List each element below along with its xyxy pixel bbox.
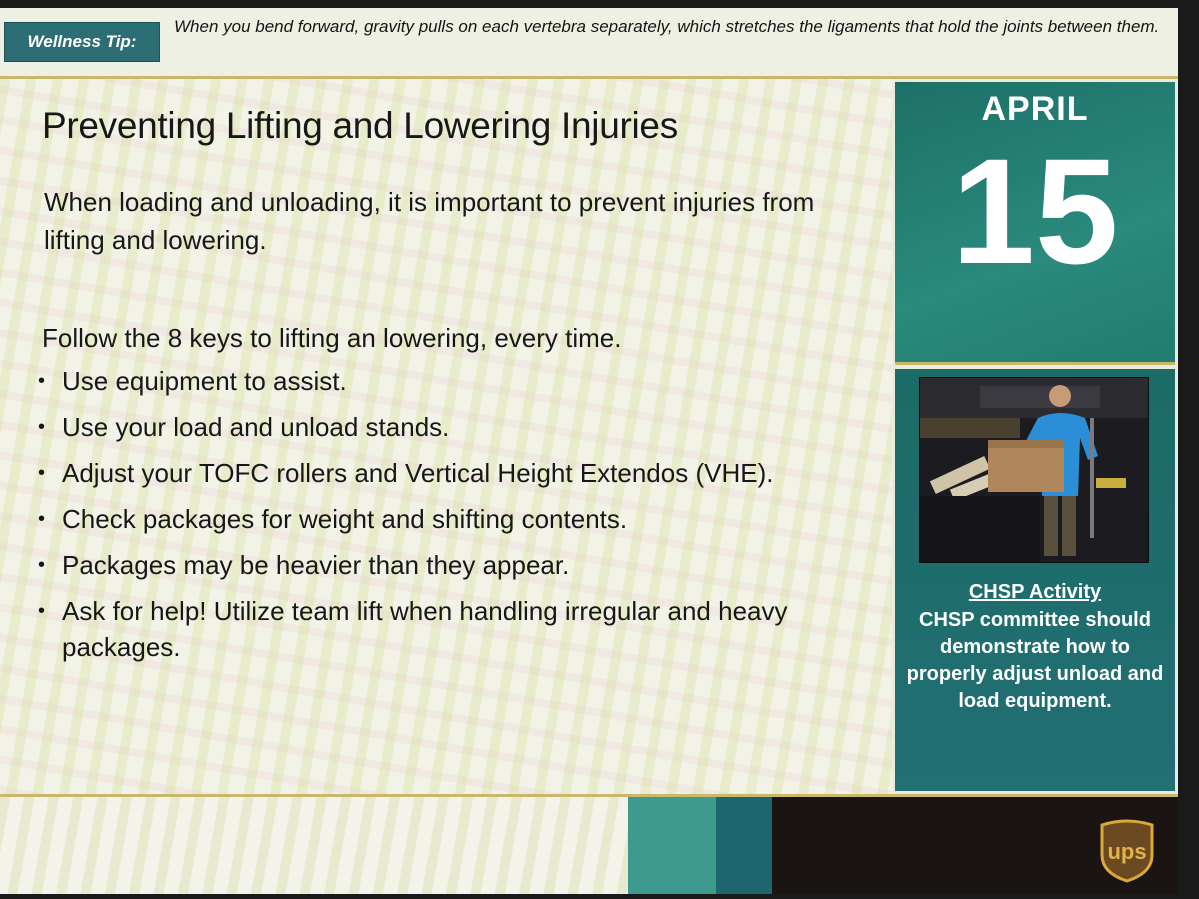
ups-logo-icon <box>1098 817 1156 883</box>
bullet-item <box>34 501 854 537</box>
bullet-text: Use your load and unload stands. <box>62 412 450 442</box>
bullet-icon: • <box>38 370 46 392</box>
wellness-tip-text: When you bend forward, gravity pulls on each vertebra separately, which stretches the ligaments that hold the joints between them. <box>174 17 1160 36</box>
footer-dark-block <box>772 797 1178 894</box>
page-title: Preventing Lifting and Lowering Injuries <box>42 105 678 146</box>
footer-dark-teal-block <box>716 797 772 894</box>
bullet-text: Ask for help! Utilize team lift when handling irregular and heavy packages. <box>62 596 788 662</box>
bullet-text: Adjust your TOFC rollers and Vertical Height Extendos (VHE). <box>62 458 774 488</box>
bullet-item <box>34 547 854 583</box>
footer-band <box>0 794 1178 894</box>
bullet-item <box>34 455 854 491</box>
bullet-item <box>34 363 854 399</box>
date-month: APRIL <box>981 90 1089 128</box>
activity-panel <box>895 369 1175 791</box>
date-day: 15 <box>951 127 1119 295</box>
right-column <box>892 79 1178 794</box>
date-panel <box>895 82 1175 365</box>
bullet-item <box>34 593 854 665</box>
worker-photo <box>919 377 1149 563</box>
bullet-text: Packages may be heavier than they appear. <box>62 550 570 580</box>
bullet-icon: • <box>38 462 46 484</box>
bullet-list <box>34 363 854 675</box>
intro-text: When loading and unloading, it is important to prevent injuries from lifting and lowering. <box>44 187 815 255</box>
bullet-text: Use equipment to assist. <box>62 366 347 396</box>
footer-pattern <box>0 797 628 894</box>
svg-text:ups: ups <box>1107 839 1147 864</box>
bullet-text: Check packages for weight and shifting contents. <box>62 504 628 534</box>
footer-teal-block <box>628 797 716 894</box>
activity-title: CHSP Activity <box>968 581 1102 603</box>
bullet-icon: • <box>38 554 46 576</box>
bullet-icon: • <box>38 600 46 622</box>
main-content <box>0 79 892 794</box>
keys-heading: Follow the 8 keys to lifting an lowering, every time. <box>42 323 622 353</box>
bullet-item <box>34 409 854 445</box>
slide <box>0 8 1178 894</box>
worker-lifting-box-image <box>920 378 1148 562</box>
bullet-icon: • <box>38 416 46 438</box>
bullet-icon: • <box>38 508 46 530</box>
wellness-tip-label: Wellness Tip: <box>4 22 160 62</box>
wellness-tip-bar <box>0 8 1178 79</box>
activity-text: CHSP committee should demonstrate how to properly adjust unload and load equipment. <box>906 609 1164 712</box>
